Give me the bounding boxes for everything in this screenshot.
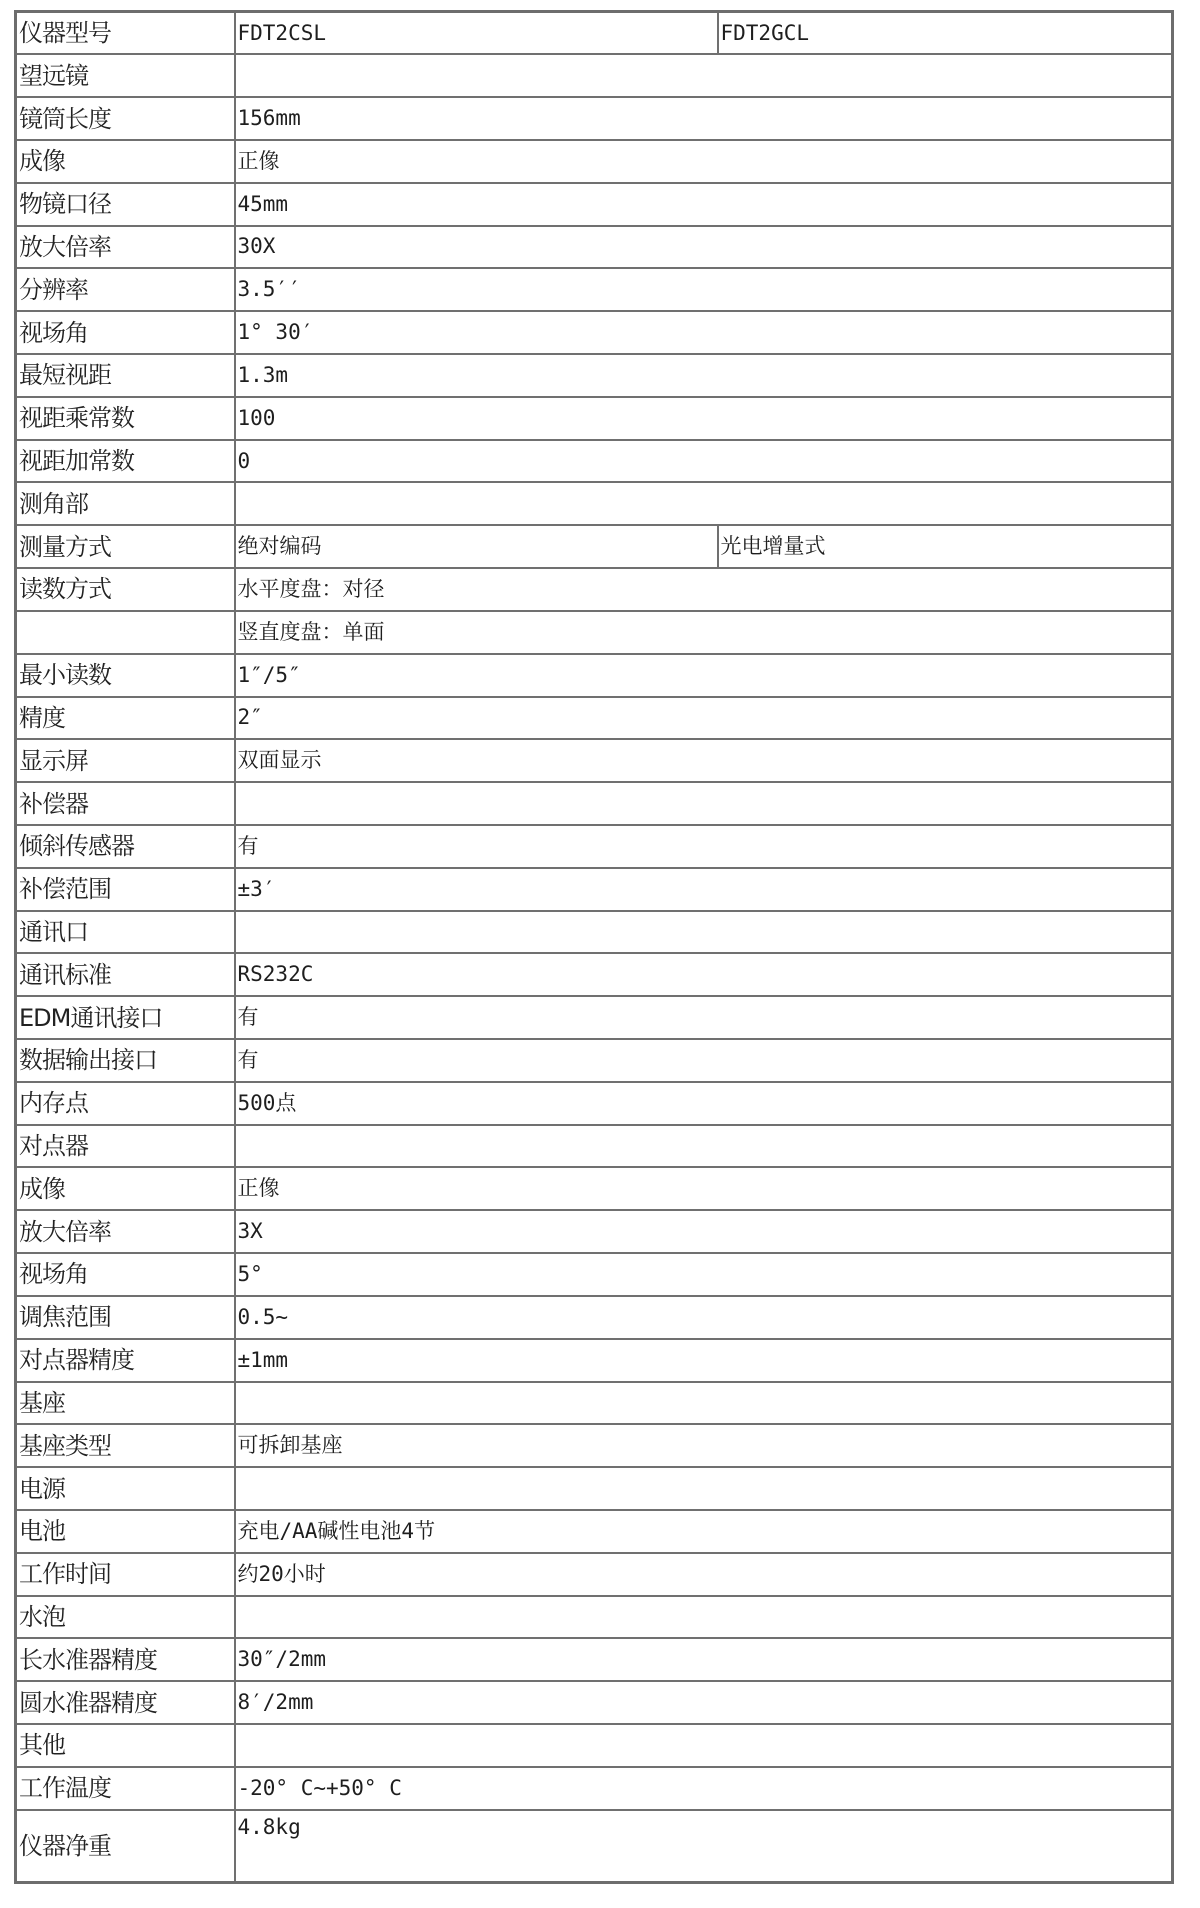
row-label: 物镜口径 (16, 183, 235, 226)
row-value (235, 782, 1173, 825)
table-row (16, 1167, 1173, 1210)
row-value: 正像 (235, 140, 1173, 183)
table-row (16, 54, 1173, 97)
row-value: 156mm (235, 97, 1173, 140)
row-value: 可拆卸基座 (235, 1424, 1173, 1467)
spec-table (14, 10, 1174, 1884)
table-row (16, 611, 1173, 654)
table-row (16, 183, 1173, 226)
row-label: 基座 (16, 1382, 235, 1425)
row-label: 工作温度 (16, 1767, 235, 1810)
table-row (16, 12, 1173, 55)
table-row (16, 1339, 1173, 1382)
row-value: 竖直度盘：单面 (235, 611, 1173, 654)
row-label: 对点器 (16, 1125, 235, 1168)
table-row (16, 953, 1173, 996)
row-value: 双面显示 (235, 739, 1173, 782)
table-row (16, 482, 1173, 525)
row-label: 测角部 (16, 482, 235, 525)
row-value: 100 (235, 397, 1173, 440)
row-value (235, 1724, 1173, 1767)
table-row (16, 996, 1173, 1039)
table-row (16, 1382, 1173, 1425)
row-label: 长水准器精度 (16, 1638, 235, 1681)
row-label: 基座类型 (16, 1424, 235, 1467)
row-value: 充电/AA碱性电池4节 (235, 1510, 1173, 1553)
table-row (16, 1681, 1173, 1724)
row-label: 镜筒长度 (16, 97, 235, 140)
table-row (16, 1210, 1173, 1253)
row-label: 成像 (16, 1167, 235, 1210)
table-row (16, 1467, 1173, 1510)
row-value (235, 482, 1173, 525)
row-value: 4.8kg (235, 1810, 1173, 1883)
row-value: 有 (235, 1039, 1173, 1082)
row-value (235, 1125, 1173, 1168)
table-row (16, 1724, 1173, 1767)
row-value (235, 1382, 1173, 1425)
row-label: 补偿范围 (16, 868, 235, 911)
row-label: 其他 (16, 1724, 235, 1767)
row-label: 通讯口 (16, 911, 235, 954)
table-row (16, 97, 1173, 140)
table-row (16, 397, 1173, 440)
row-value: 30X (235, 226, 1173, 269)
row-label: 工作时间 (16, 1553, 235, 1596)
row-label: 最小读数 (16, 654, 235, 697)
table-row (16, 1596, 1173, 1639)
row-value: ±1mm (235, 1339, 1173, 1382)
table-row (16, 268, 1173, 311)
row-label: 数据输出接口 (16, 1039, 235, 1082)
row-value: 有 (235, 996, 1173, 1039)
row-label: 视场角 (16, 1253, 235, 1296)
table-row (16, 354, 1173, 397)
row-label: 电池 (16, 1510, 235, 1553)
row-label: 仪器型号 (16, 12, 235, 55)
row-label: 内存点 (16, 1082, 235, 1125)
table-row (16, 654, 1173, 697)
row-label: 放大倍率 (16, 1210, 235, 1253)
table-row (16, 1082, 1173, 1125)
row-label: 对点器精度 (16, 1339, 235, 1382)
table-row (16, 1296, 1173, 1339)
row-label: 成像 (16, 140, 235, 183)
row-label: 电源 (16, 1467, 235, 1510)
table-row (16, 911, 1173, 954)
row-value (235, 911, 1173, 954)
row-value: 0 (235, 440, 1173, 483)
table-row (16, 226, 1173, 269)
row-value: 45mm (235, 183, 1173, 226)
row-value-alt: FDT2GCL (718, 12, 1173, 55)
row-value: 绝对编码 (235, 525, 718, 568)
table-row (16, 311, 1173, 354)
row-label: 视场角 (16, 311, 235, 354)
table-row (16, 568, 1173, 611)
row-value: 3.5′′ (235, 268, 1173, 311)
row-label: 仪器净重 (16, 1810, 235, 1883)
table-row (16, 525, 1173, 568)
row-label: 显示屏 (16, 739, 235, 782)
row-label: 圆水准器精度 (16, 1681, 235, 1724)
row-label: 视距加常数 (16, 440, 235, 483)
row-value: ±3′ (235, 868, 1173, 911)
row-value: 1.3m (235, 354, 1173, 397)
table-row (16, 1510, 1173, 1553)
row-value (235, 54, 1173, 97)
row-label: 视距乘常数 (16, 397, 235, 440)
row-label: 望远镜 (16, 54, 235, 97)
row-label: 测量方式 (16, 525, 235, 568)
row-value: 约20小时 (235, 1553, 1173, 1596)
table-row (16, 1039, 1173, 1082)
row-value-alt: 光电增量式 (718, 525, 1173, 568)
row-label: 精度 (16, 697, 235, 740)
row-value: -20° C~+50° C (235, 1767, 1173, 1810)
row-value: FDT2CSL (235, 12, 718, 55)
table-row (16, 440, 1173, 483)
row-label: 通讯标准 (16, 953, 235, 996)
row-value (235, 1467, 1173, 1510)
table-row (16, 1810, 1173, 1883)
table-row (16, 825, 1173, 868)
table-row (16, 868, 1173, 911)
row-value: 正像 (235, 1167, 1173, 1210)
row-value: 1″/5″ (235, 654, 1173, 697)
row-value: 有 (235, 825, 1173, 868)
row-value: 3X (235, 1210, 1173, 1253)
table-row (16, 1253, 1173, 1296)
row-value (235, 1596, 1173, 1639)
table-row (16, 1638, 1173, 1681)
row-label: 放大倍率 (16, 226, 235, 269)
row-label: EDM通讯接口 (16, 996, 235, 1039)
table-row (16, 1424, 1173, 1467)
row-label: 倾斜传感器 (16, 825, 235, 868)
row-value: 500点 (235, 1082, 1173, 1125)
table-row (16, 140, 1173, 183)
row-label: 读数方式 (16, 568, 235, 611)
row-value: 5° (235, 1253, 1173, 1296)
table-row (16, 1767, 1173, 1810)
row-value: 30″/2mm (235, 1638, 1173, 1681)
row-value: 0.5~ (235, 1296, 1173, 1339)
row-label: 最短视距 (16, 354, 235, 397)
row-value: RS232C (235, 953, 1173, 996)
row-value: 水平度盘：对径 (235, 568, 1173, 611)
table-row (16, 1553, 1173, 1596)
row-label: 水泡 (16, 1596, 235, 1639)
table-row (16, 739, 1173, 782)
row-label (16, 611, 235, 654)
table-row (16, 1125, 1173, 1168)
row-label: 调焦范围 (16, 1296, 235, 1339)
row-value: 8′/2mm (235, 1681, 1173, 1724)
row-value: 2″ (235, 697, 1173, 740)
row-label: 分辨率 (16, 268, 235, 311)
row-value: 1° 30′ (235, 311, 1173, 354)
table-row (16, 697, 1173, 740)
table-row (16, 782, 1173, 825)
row-label: 补偿器 (16, 782, 235, 825)
